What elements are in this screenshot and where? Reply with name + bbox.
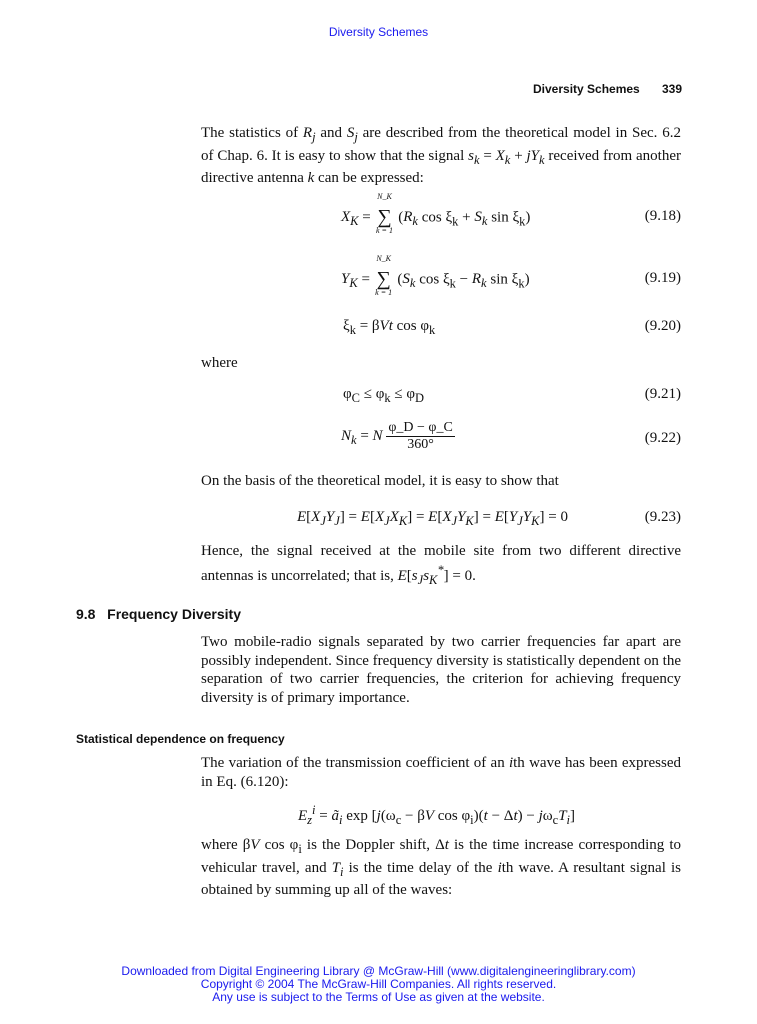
equation-number: (9.18) xyxy=(644,208,681,224)
subsection-heading: Statistical dependence on frequency xyxy=(76,732,285,746)
section-heading-9-8: 9.8 Frequency Diversity xyxy=(76,606,241,622)
fraction: $\frac{\varphi\_D - \varphi\_C}{360^\circ}$ xyxy=(388,420,453,452)
top-link-diversity-schemes[interactable]: Diversity Schemes xyxy=(328,25,429,39)
footer-copyright: Copyright © 2004 The McGraw-Hill Companies. All rights reserved. xyxy=(200,977,557,991)
summation-symbol: N_K ∑ k = 1 xyxy=(376,192,393,235)
paragraph-hence: Hence, the signal received at the mobile site from two different directive antennas is uncorrelated; that is, $E[s_Js_K^*] = 0$. xyxy=(201,543,681,587)
equation-9-23: $E[X_JY_J] = E[X_JX_K] = E[X_JY_K] = E[Y_JY_K] = 0$ (9.23) xyxy=(297,509,681,528)
equation-transmission-coefficient: $E_z^i$ = $ã_i$ $\exp [j(\omega_c - \beta V$ $\cos \varphi_i)(t - \Delta t) - j\omega_cT_i$] xyxy=(298,803,576,827)
paragraph-frequency-diversity: Two mobile-radio signals separated by two carrier frequencies far apart are possibly independent. Since frequency diversity is statistically dependent on the separation of two carrier frequencies, the criterion for achieving frequency diversity is of primary importance. xyxy=(201,634,681,706)
where-label: where xyxy=(201,355,238,371)
equation-number: (9.20) xyxy=(644,318,681,334)
equation-9-21: $\varphi_C \le \varphi_k \le \varphi_D$ (9.21) xyxy=(343,386,681,405)
footer-terms-link[interactable]: Any use is subject to the Terms of Use as given at the website. xyxy=(212,990,545,1004)
equation-9-22: $N_k = N$ $\frac{\varphi\_D - \varphi\_C}{360^\circ}$ (9.22) xyxy=(341,420,681,452)
paragraph-statistics: The statistics of $R_j$ and $S_j$ are described from the theoretical model in Sec. 6.2 of Chap. 6. It is easy to show that the signal $s_k = X_k + jY_k$ received from another directive antenna k can be expressed: xyxy=(201,125,681,187)
paragraph-basis: On the basis of the theoretical model, it is easy to show that xyxy=(201,473,559,489)
equation-number: (9.23) xyxy=(644,509,681,525)
equation-number: (9.21) xyxy=(644,386,681,402)
running-head: Diversity Schemes xyxy=(533,82,640,96)
equation-number: (9.22) xyxy=(644,430,681,446)
equation-9-20: $\xi_k = \beta Vt$ $\cos \varphi_k$ (9.20) xyxy=(343,318,681,337)
paragraph-doppler: where βV $\cos \varphi_i$ is the Doppler shift, Δt is the time increase corresponding to vehicular travel, and $T_i$ is the time delay of the ith wave. A resultant signal is obtained by summing up all of the waves: xyxy=(201,837,681,899)
summation-symbol: N_K ∑ k = 1 xyxy=(375,254,393,297)
equation-9-19: $Y_K$ = N_K ∑ k = 1 ($S_k$ $\cos \xi_k - R_k$ $\sin \xi_k$) (9.19) xyxy=(341,254,681,297)
equation-9-18: $X_K$ = N_K ∑ k = 1 ($R_k$ $\cos \xi_k + S_k$ $\sin \xi_k$) (9.18) xyxy=(341,192,681,235)
page-number: 339 xyxy=(662,82,683,96)
equation-number: (9.19) xyxy=(644,270,681,286)
footer xyxy=(0,965,757,1004)
paragraph-variation: The variation of the transmission coefficient of an ith wave has been expressed in Eq. (6.120): xyxy=(201,755,681,790)
footer-download-link[interactable]: Downloaded from Digital Engineering Library @ McGraw-Hill (www.digitalengineeringlibrary.com) xyxy=(121,964,636,978)
